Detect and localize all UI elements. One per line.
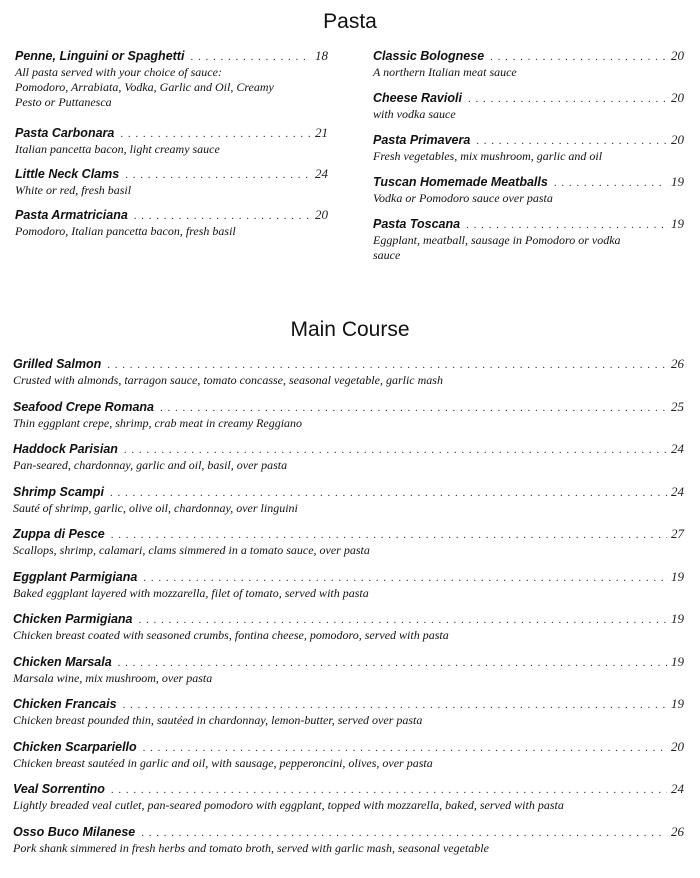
item-description: Baked eggplant layered with mozzarella, filet of tomato, served with pasta — [13, 585, 369, 600]
item-description: Fresh vegetables, mix mushroom, garlic and oil — [373, 149, 603, 163]
menu-item — [13, 611, 684, 654]
item-price: 19 — [671, 568, 684, 584]
item-price: 19 — [671, 653, 684, 669]
item-description: Scallops, shrimp, calamari, clams simmered in a tomato sauce, over pasta — [13, 543, 370, 557]
item-name: Grilled Salmon — [13, 357, 102, 371]
item-name: Pasta Armatriciana — [15, 208, 128, 222]
dot-leader — [466, 219, 667, 231]
main-course-heading: Main Course — [290, 318, 410, 341]
item-price: 20 — [671, 132, 684, 147]
item-name: Tuscan Homemade Meatballs — [373, 175, 548, 189]
item-description: Crusted with almonds, tarragon sauce, tomato concasse, seasonal vegetable, garlic mash — [13, 373, 443, 387]
dot-leader — [107, 359, 667, 371]
item-name: Veal Sorrentino — [13, 782, 105, 796]
pasta-left-column — [15, 48, 328, 248]
dot-leader — [160, 402, 667, 414]
menu-item — [13, 739, 684, 782]
item-name: Haddock Parisian — [13, 442, 118, 456]
dot-leader — [190, 51, 311, 63]
menu-item — [15, 48, 328, 125]
dot-leader — [554, 177, 667, 189]
dot-leader — [111, 529, 667, 541]
item-price: 20 — [671, 90, 684, 105]
item-description: Chicken breast pounded thin, sautéed in chardonnay, lemon-butter, served over pasta — [13, 713, 423, 727]
item-price: 26 — [671, 823, 684, 839]
menu-item — [13, 654, 684, 697]
menu-item — [13, 356, 684, 399]
item-price: 20 — [671, 48, 684, 63]
item-price: 19 — [671, 216, 684, 231]
item-description: Sauté of shrimp, garlic, olive oil, chardonnay, over linguini — [13, 500, 298, 515]
item-price: 19 — [671, 696, 684, 711]
menu-item — [13, 484, 684, 527]
item-price: 20 — [671, 738, 684, 754]
item-price: 24 — [671, 441, 684, 456]
dot-leader — [143, 572, 667, 584]
dot-leader — [476, 135, 667, 147]
item-price: 24 — [315, 166, 328, 181]
menu-item — [13, 569, 684, 612]
item-description: Chicken breast coated with seasoned crumbs, fontina cheese, pomodoro, served with pasta — [13, 628, 449, 642]
item-description: Lightly breaded veal cutlet, pan-seared pomodoro with eggplant, topped with mozzarella, baked, served with pasta — [13, 798, 564, 812]
item-description: Thin eggplant crepe, shrimp, crab meat in creamy Reggiano — [13, 415, 303, 430]
item-description: All pasta served with your choice of sauce: Pomodoro, Arrabiata, Vodka, Garlic and Oil, Creamy Pesto or Puttanesca — [15, 65, 274, 109]
dot-leader — [468, 93, 667, 105]
dot-leader — [143, 742, 667, 754]
dot-leader — [110, 487, 667, 499]
dot-leader — [111, 784, 667, 796]
item-name: Eggplant Parmigiana — [13, 569, 138, 584]
item-name: Seafood Crepe Romana — [13, 399, 155, 414]
dot-leader — [123, 699, 667, 711]
menu-item — [373, 90, 684, 132]
menu-item — [373, 48, 684, 90]
item-name: Pasta Toscana — [373, 217, 461, 231]
menu-item — [15, 207, 328, 248]
item-name: Cheese Ravioli — [373, 91, 462, 105]
item-description: Pork shank simmered in fresh herbs and tomato broth, served with garlic mash, seasonal vegetable — [13, 840, 489, 855]
dot-leader — [125, 169, 311, 181]
item-description: Pan-seared, chardonnay, garlic and oil, basil, over pasta — [13, 458, 288, 472]
dot-leader — [139, 614, 668, 626]
menu-item — [15, 125, 328, 166]
item-description: Vodka or Pomodoro sauce over pasta — [373, 191, 553, 205]
pasta-right-column — [373, 48, 684, 262]
item-price: 20 — [315, 207, 328, 222]
item-price: 18 — [315, 48, 328, 63]
item-name: Penne, Linguini or Spaghetti — [15, 49, 185, 63]
item-description: Pomodoro, Italian pancetta bacon, fresh basil — [15, 224, 236, 238]
item-name: Little Neck Clams — [15, 167, 120, 181]
item-description: White or red, fresh basil — [15, 183, 132, 197]
menu-item — [13, 696, 684, 739]
item-description: A northern Italian meat sauce — [373, 65, 517, 79]
dot-leader — [134, 210, 311, 222]
dot-leader — [120, 128, 311, 140]
item-name: Pasta Primavera — [373, 133, 471, 147]
item-name: Chicken Scarpariello — [13, 739, 137, 754]
item-name: Classic Bolognese — [373, 49, 485, 63]
item-description: Eggplant, meatball, sausage in Pomodoro or vodka sauce — [373, 233, 621, 262]
item-price: 27 — [671, 526, 684, 541]
menu-item — [15, 166, 328, 207]
menu-item — [373, 216, 684, 262]
item-description: with vodka sauce — [373, 107, 456, 121]
item-name: Chicken Marsala — [13, 654, 112, 669]
item-price: 25 — [671, 398, 684, 414]
pasta-heading: Pasta — [323, 10, 377, 33]
menu-item — [373, 132, 684, 174]
item-name: Zuppa di Pesce — [13, 527, 105, 541]
dot-leader — [141, 827, 667, 839]
item-description: Italian pancetta bacon, light creamy sauce — [15, 142, 220, 156]
dot-leader — [490, 51, 667, 63]
item-price: 19 — [671, 174, 684, 189]
item-name: Chicken Francais — [13, 697, 117, 711]
main-course-list — [13, 356, 684, 866]
menu-item — [13, 781, 684, 824]
menu-item — [13, 526, 684, 569]
item-name: Shrimp Scampi — [13, 484, 104, 499]
item-name: Pasta Carbonara — [15, 126, 115, 140]
menu-item — [13, 399, 684, 442]
item-description: Chicken breast sautéed in garlic and oil, with sausage, pepperoncini, olives, over pasta — [13, 755, 433, 770]
item-description: Marsala wine, mix mushroom, over pasta — [13, 670, 213, 685]
dot-leader — [124, 444, 667, 456]
menu-item — [13, 441, 684, 484]
menu-item — [373, 174, 684, 216]
item-price: 26 — [671, 356, 684, 371]
item-price: 24 — [671, 483, 684, 499]
dot-leader — [118, 657, 667, 669]
item-price: 19 — [671, 611, 684, 626]
item-price: 24 — [671, 781, 684, 796]
item-name: Osso Buco Milanese — [13, 824, 136, 839]
item-price: 21 — [315, 125, 328, 140]
menu-item — [13, 824, 684, 867]
item-name: Chicken Parmigiana — [13, 612, 133, 626]
